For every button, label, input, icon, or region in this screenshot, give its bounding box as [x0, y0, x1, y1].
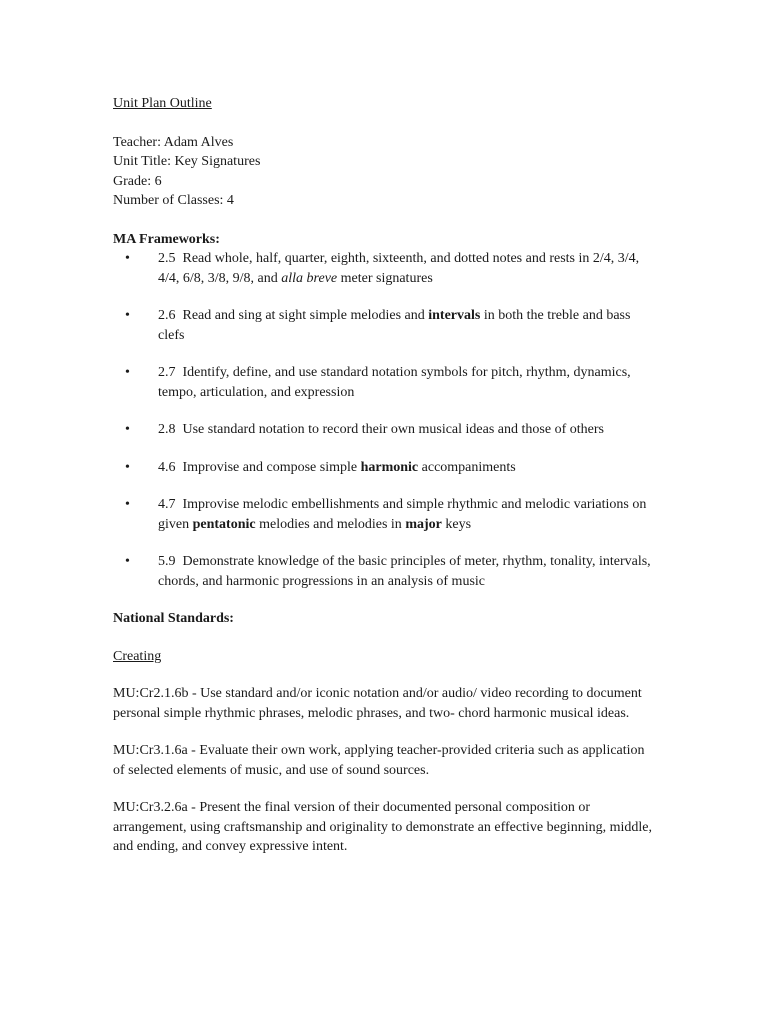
framework-code: 4.6	[158, 459, 176, 475]
framework-text: melodies and melodies in	[255, 516, 406, 532]
standard-paragraph: MU:Cr3.1.6a - Evaluate their own work, applying teacher-provided criteria such as application of selected elements of music, and use of sound sources.	[113, 743, 645, 778]
framework-text: Use standard notation to record their own musical ideas and those of others	[182, 422, 604, 437]
framework-item	[113, 306, 653, 345]
bullet-icon: •	[125, 497, 130, 512]
creating-subheading: Creating	[113, 648, 162, 664]
framework-text: Improvise melodic embellishments and simple rhythmic and melodic variations on given	[158, 497, 647, 532]
unit-info	[113, 133, 653, 211]
teacher-line: Teacher: Adam Alves	[113, 134, 234, 150]
framework-text: Read whole, half, quarter, eighth, sixteenth, and dotted notes and rests in 2/4, 3/4, 4/4, 6/8, 3/8, 9/8, and	[158, 251, 640, 286]
national-standards-heading: National Standards:	[113, 611, 234, 626]
standards-paragraphs	[113, 684, 653, 857]
bullet-icon: •	[125, 308, 130, 323]
framework-text: meter signatures	[337, 270, 433, 286]
classes-line: Number of Classes: 4	[113, 193, 234, 208]
framework-item	[113, 249, 653, 288]
framework-code: 2.7	[158, 365, 176, 380]
framework-code: 2.6	[158, 308, 176, 323]
frameworks-list	[113, 249, 653, 591]
bullet-icon: •	[125, 459, 130, 475]
framework-code: 2.5	[158, 251, 176, 266]
framework-item	[113, 420, 653, 440]
standard-paragraph: MU:Cr3.2.6a - Present the final version of their documented personal composition or arrangement, using craftsmanship and originality to demonstrate an effective beginning, middle, and ending, and convey expressive intent.	[113, 800, 652, 854]
standard-paragraph: MU:Cr2.1.6b - Use standard and/or iconic notation and/or audio/ video recording to document personal simple rhythmic phrases, melodic phrases, and two- chord harmonic musical ideas.	[113, 686, 642, 721]
framework-keyword: intervals	[428, 308, 481, 323]
framework-item	[113, 363, 653, 402]
framework-item	[113, 495, 653, 534]
framework-text: Demonstrate knowledge of the basic principles of meter, rhythm, tonality, intervals, chords, and harmonic progressions in an analysis of music	[158, 554, 651, 589]
framework-code: 5.9	[158, 554, 176, 569]
framework-text: Identify, define, and use standard notation symbols for pitch, rhythm, dynamics, tempo, articulation, and expression	[158, 365, 631, 400]
bullet-icon: •	[125, 422, 130, 437]
framework-text: accompaniments	[418, 459, 516, 475]
framework-item	[113, 552, 653, 591]
framework-keyword: harmonic	[360, 459, 419, 475]
bullet-icon: •	[125, 554, 130, 569]
framework-text: Improvise and compose simple	[182, 459, 361, 475]
framework-keyword: pentatonic	[192, 516, 256, 532]
bullet-icon: •	[125, 251, 130, 266]
grade-line: Grade: 6	[113, 173, 162, 189]
bullet-icon: •	[125, 365, 130, 380]
framework-italic-text: alla breve	[281, 270, 338, 286]
framework-code: 4.7	[158, 497, 176, 512]
document-content	[113, 94, 653, 857]
framework-keyword: major	[405, 516, 442, 532]
frameworks-heading: MA Frameworks:	[113, 231, 220, 247]
framework-code: 2.8	[158, 422, 176, 437]
document-title: Unit Plan Outline	[113, 96, 212, 111]
framework-text: in both the treble and bass clefs	[158, 308, 631, 343]
framework-text: Read and sing at sight simple melodies and	[182, 308, 429, 323]
unit-title-line: Unit Title: Key Signatures	[113, 154, 261, 169]
framework-item	[113, 458, 653, 478]
framework-text: keys	[441, 516, 472, 532]
